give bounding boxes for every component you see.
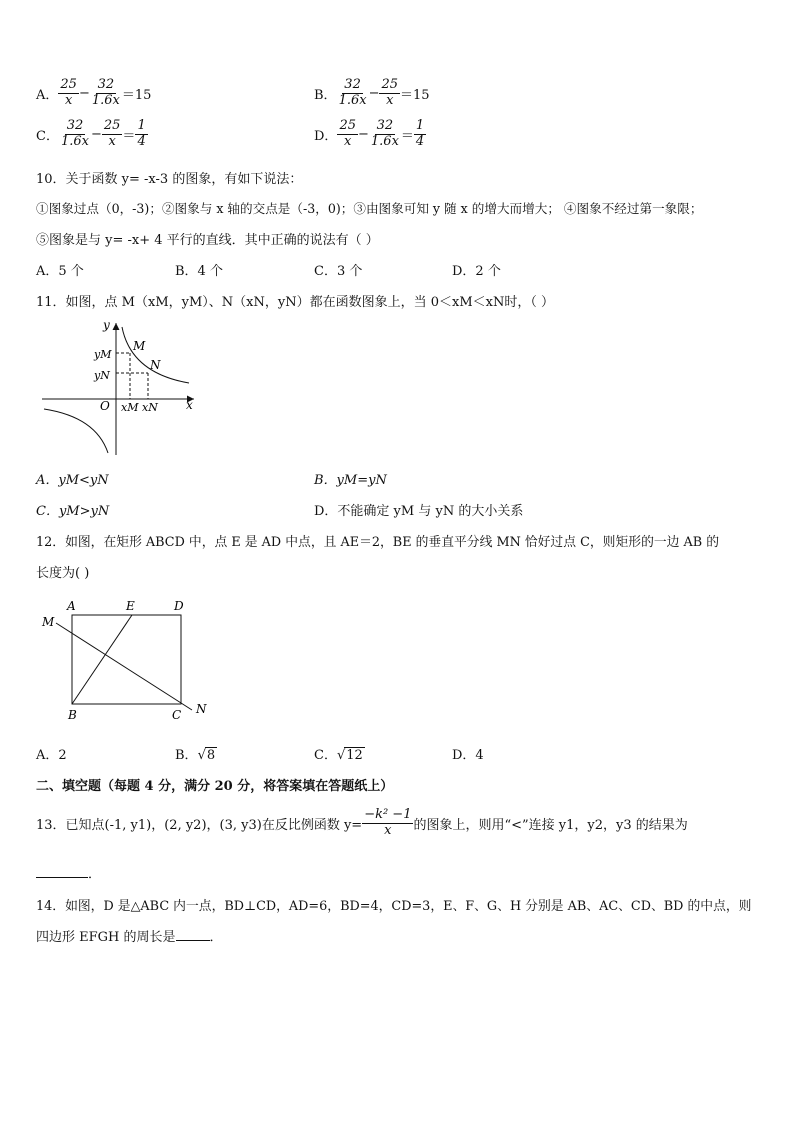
q12-option-b	[175, 744, 217, 763]
equation-rhs: ＝15	[121, 87, 152, 103]
radicand: 12	[346, 748, 363, 763]
label-n: N	[196, 702, 207, 716]
yn-label: yN	[94, 369, 110, 382]
label-e: E	[126, 599, 135, 613]
curve-branch-quadrant-3	[44, 409, 108, 453]
sqrt-icon: √	[197, 748, 206, 763]
fraction	[337, 119, 358, 150]
radicand: 8	[206, 748, 216, 763]
q9-option-a	[36, 78, 151, 109]
q11-option-b: B．yM=yN	[314, 473, 387, 488]
q13-answer-line	[36, 863, 101, 882]
fraction-denominator: x	[108, 133, 116, 149]
q13-text-before: 13．已知点(-1, y1)，(2, y2)，(3, y3)在反比例函数 y=	[36, 817, 363, 833]
q10-stem: 10．关于函数 y= -x-3 的图象，有如下说法：	[36, 172, 303, 187]
q10-option-a: A．5 个	[36, 264, 84, 279]
fraction-denominator: x	[344, 133, 352, 149]
q12-rectangle-figure	[36, 596, 226, 726]
origin-label: O	[100, 399, 110, 413]
q10-statements-line2: ⑤图象是与 y= -x+ 4 平行的直线．其中正确的说法有（ ）	[36, 233, 379, 248]
q10-option-c: C．3 个	[314, 264, 363, 279]
fraction	[362, 808, 413, 839]
fraction-denominator: x	[64, 92, 73, 108]
q11-function-graph	[36, 315, 206, 460]
ym-label: yM	[94, 348, 112, 361]
fraction-numerator: 1	[415, 118, 425, 133]
q14-stem-line1: 14．如图，D 是△ABC 内一点，BD⊥CD，AD=6，BD=4，CD=3，E、F、G、H 分别是 AB、AC、CD、BD 的中点，则	[36, 899, 752, 914]
fraction-numerator: 32	[376, 118, 394, 133]
x-axis-label: x	[186, 398, 193, 412]
operator: −	[357, 126, 369, 142]
q11-option-d: D．不能确定 yM 与 yN 的大小关系	[314, 504, 524, 519]
q10-option-b: B．4 个	[175, 264, 223, 279]
q10-statements-line1: ①图象过点（0，-3)；②图象与 x 轴的交点是（-3，0)；③由图象可知 y 随 x 的增大而增大； ④图象不经过第一象限；	[36, 201, 703, 216]
fraction-numerator: 25	[60, 77, 77, 92]
q12-option-d: D．4	[452, 748, 484, 763]
option-letter: B．	[175, 748, 198, 763]
label-b: B	[68, 708, 77, 722]
period: ．	[88, 867, 102, 882]
q12-option-c	[314, 744, 365, 763]
label-c: C	[172, 708, 182, 722]
option-letter: C．	[36, 128, 59, 144]
fraction-numerator: −k² −1	[364, 807, 412, 822]
q12-stem-line1: 12．如图，在矩形 ABCD 中，点 E 是 AD 中点，且 AE＝2，BE 的垂直平分线 MN 恰好过点 C，则矩形的一边 AB 的	[36, 535, 720, 550]
label-m: M	[42, 615, 55, 629]
q12-stem-line2: 长度为( )	[36, 566, 90, 581]
y-axis-arrow-icon	[113, 323, 120, 330]
q11-option-c: C．yM>yN	[36, 504, 110, 519]
xm-label: xM	[121, 401, 139, 414]
fraction-denominator: 1.6x	[370, 133, 399, 149]
xn-label: xN	[142, 401, 158, 414]
sqrt-icon: √	[336, 748, 346, 763]
q9-option-b	[314, 78, 430, 109]
fraction-numerator: 1	[137, 118, 146, 133]
q11-stem: 11．如图，点 M（xM，yM）、N（xN，yN）都在函数图象上，当 0＜xM＜xN时，（ ）	[36, 295, 554, 310]
equals-sign: ＝	[122, 128, 136, 144]
q11-option-a: A．yM<yN	[36, 473, 109, 488]
label-d: D	[174, 599, 184, 613]
fraction	[135, 119, 147, 150]
equals-sign: ＝	[400, 128, 414, 144]
section-2-title: 二、填空题（每题 4 分，满分 20 分，将答案填在答题纸上）	[36, 779, 394, 794]
operator: −	[368, 85, 380, 101]
fraction-numerator: 32	[97, 77, 115, 92]
fraction-denominator: 1.6x	[60, 133, 89, 149]
period: ．	[209, 930, 223, 945]
q9-option-c	[36, 119, 148, 150]
label-a: A	[67, 599, 76, 613]
curve-branch-quadrant-1	[122, 327, 189, 383]
fraction-denominator: 4	[137, 133, 146, 149]
q14-stem-line2	[36, 926, 223, 945]
y-axis-label: y	[103, 318, 110, 332]
fraction-numerator: 32	[66, 118, 84, 133]
segment-be	[72, 615, 132, 704]
q14-text: 四边形 EFGH 的周长是	[36, 930, 176, 945]
fraction-numerator: 25	[381, 77, 399, 92]
option-letter: B．	[314, 87, 337, 103]
fraction	[58, 78, 79, 109]
fraction	[59, 119, 91, 150]
fraction-denominator: 1.6x	[91, 92, 120, 108]
q10-option-d: D．2 个	[452, 264, 501, 279]
fraction	[102, 119, 123, 150]
fraction	[379, 78, 400, 109]
fraction-denominator: 4	[415, 133, 425, 149]
q12-option-a: A．2	[36, 748, 67, 763]
operator: −	[90, 126, 102, 142]
fraction-numerator: 32	[344, 77, 361, 92]
fraction-denominator: 1.6x	[338, 92, 367, 108]
option-letter: D．	[314, 128, 338, 144]
fraction	[90, 78, 122, 109]
q13-text-after: 的图象上，则用“<”连接 y1，y2，y3 的结果为	[413, 817, 688, 833]
fraction	[369, 119, 401, 150]
rectangle-abcd	[72, 615, 181, 704]
fraction-numerator: 25	[339, 118, 356, 133]
q9-option-d	[314, 119, 426, 150]
q13-stem	[36, 808, 688, 839]
fraction	[414, 119, 426, 150]
point-m-label: M	[133, 339, 146, 353]
operator: −	[78, 85, 90, 101]
equation-rhs: ＝15	[400, 87, 430, 103]
fraction-denominator: x	[384, 822, 392, 838]
answer-blank[interactable]	[176, 940, 210, 941]
option-letter: A．	[36, 87, 59, 103]
answer-blank[interactable]	[36, 877, 88, 878]
fraction-numerator: 25	[103, 118, 121, 133]
option-letter: C．	[314, 748, 337, 763]
point-n-label: N	[150, 358, 161, 372]
fraction	[337, 78, 369, 109]
fraction-denominator: x	[386, 92, 394, 108]
